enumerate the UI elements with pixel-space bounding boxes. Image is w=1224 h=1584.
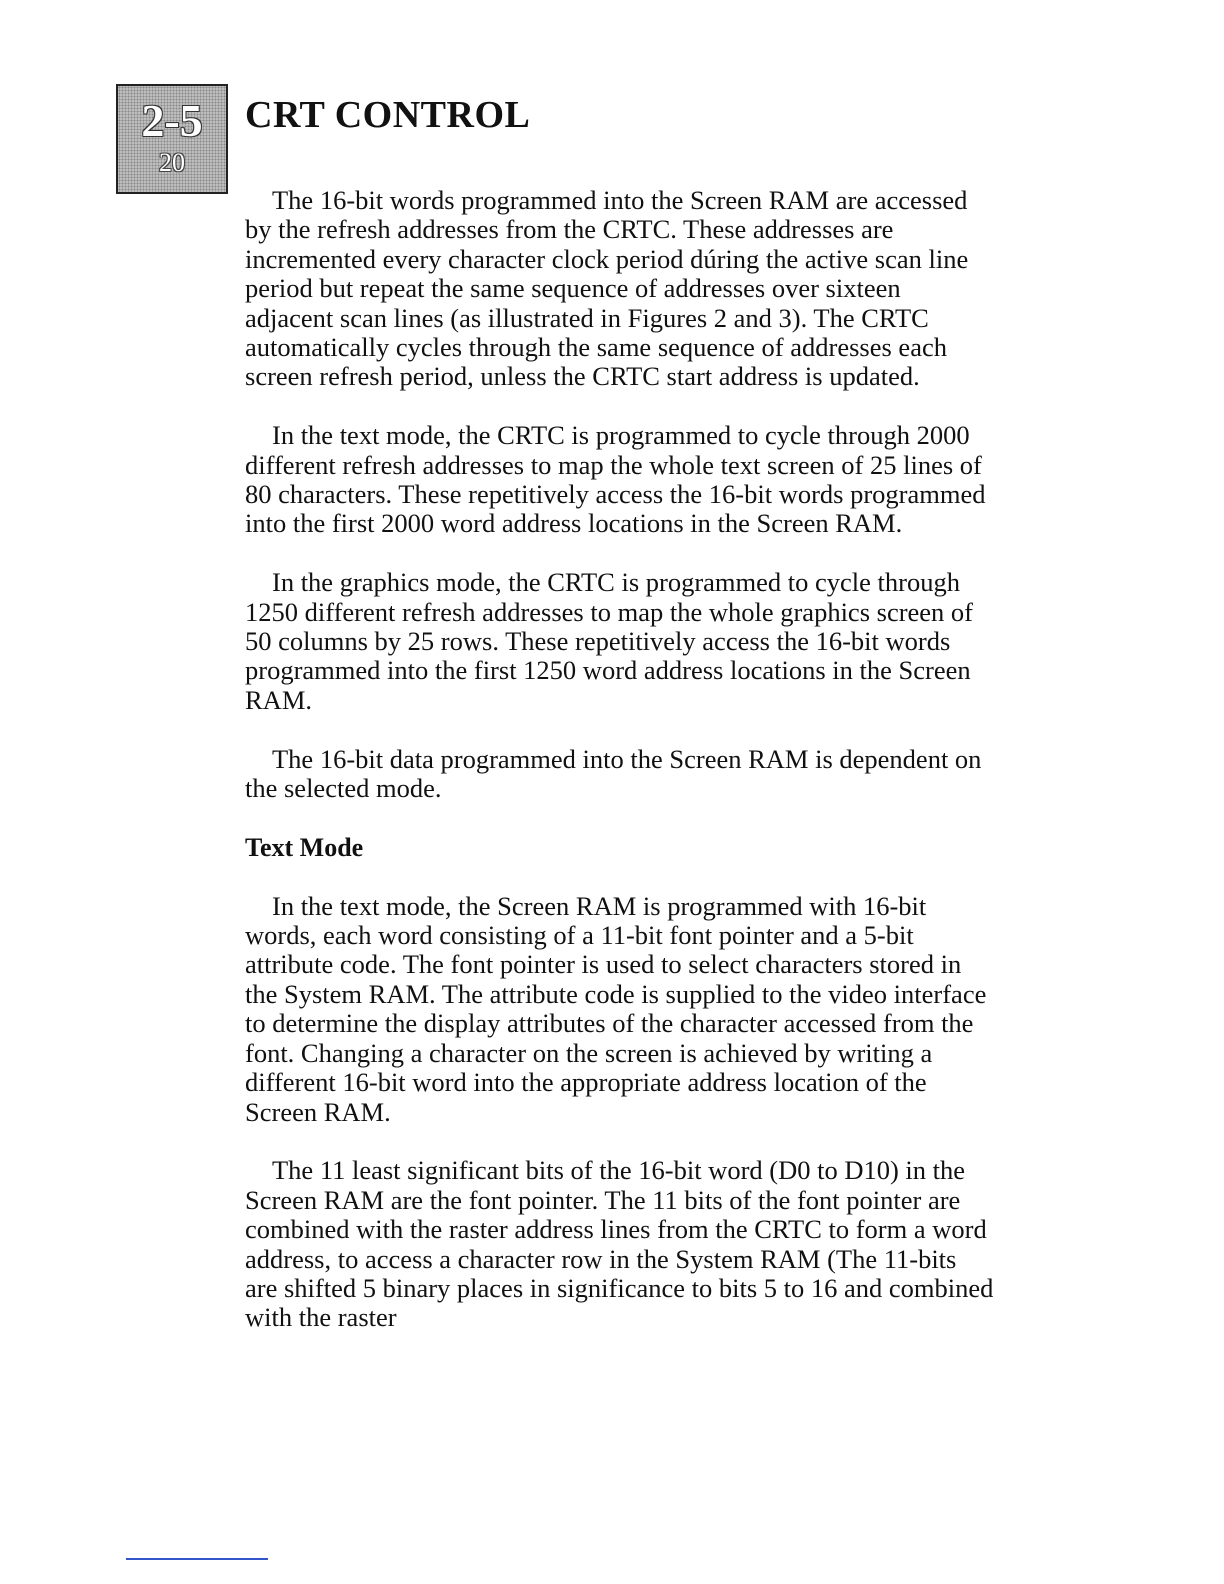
section-number: 2-5 [141,95,203,146]
body-text [245,186,995,1362]
paragraph-mode-dependent: The 16-bit data programmed into the Screen RAM is dependent on the selected mode. [245,743,982,804]
page-number: 20 [159,148,185,177]
subheading-text-mode: Text Mode [245,832,364,862]
paragraph-graphics-mode-cycle: In the graphics mode, the CRTC is programmed to cycle through 1250 different refresh addresses to map the whole graphics screen of 50 columns by 25 rows. These repetitively access the 16-bit words programmed into the first 1250 word address locations in the Screen RAM. [245,567,973,715]
paragraph-font-pointer: The 11 least significant bits of the 16-bit word (D0 to D10) in the Screen RAM are the font pointer. The 11 bits of the font pointer are combined with the raster address lines from the CRTC to form a word address, to access a character row in the System RAM (The 11-bits are shifted 5 binary places in significance to bits 5 to 16 and combined with the raster [245,1155,994,1333]
footer-rule [126,1558,268,1560]
paragraph-refresh-addresses: The 16-bit words programmed into the Screen RAM are accessed by the refresh addresses from the CRTC. These addresses are incremented every character clock period dúring the active scan line period but repeat the same sequence of addresses over sixteen adjacent scan lines (as illustrated in Figures 2 and 3). The CRTC automatically cycles through the same sequence of addresses each screen refresh period, unless the CRTC start address is updated. [245,185,969,392]
paragraph-text-mode-words: In the text mode, the Screen RAM is programmed with 16-bit words, each word consisting of a 11-bit font pointer and a 5-bit attribute code. The font pointer is used to select characters stored in the System RAM. The attribute code is supplied to the video interface to determine the display attributes of the character accessed from the font. Changing a character on the screen is achieved by writing a different 16-bit word into the appropriate address location of the Screen RAM. [245,890,987,1127]
section-badge [116,84,228,194]
paragraph-text-mode-cycle: In the text mode, the CRTC is programmed to cycle through 2000 different refresh addresses to map the whole text screen of 25 lines of 80 characters. These repetitively access the 16-bit words programmed into the first 2000 word address locations in the Screen RAM. [245,420,986,539]
page-title: CRT CONTROL [245,94,531,136]
